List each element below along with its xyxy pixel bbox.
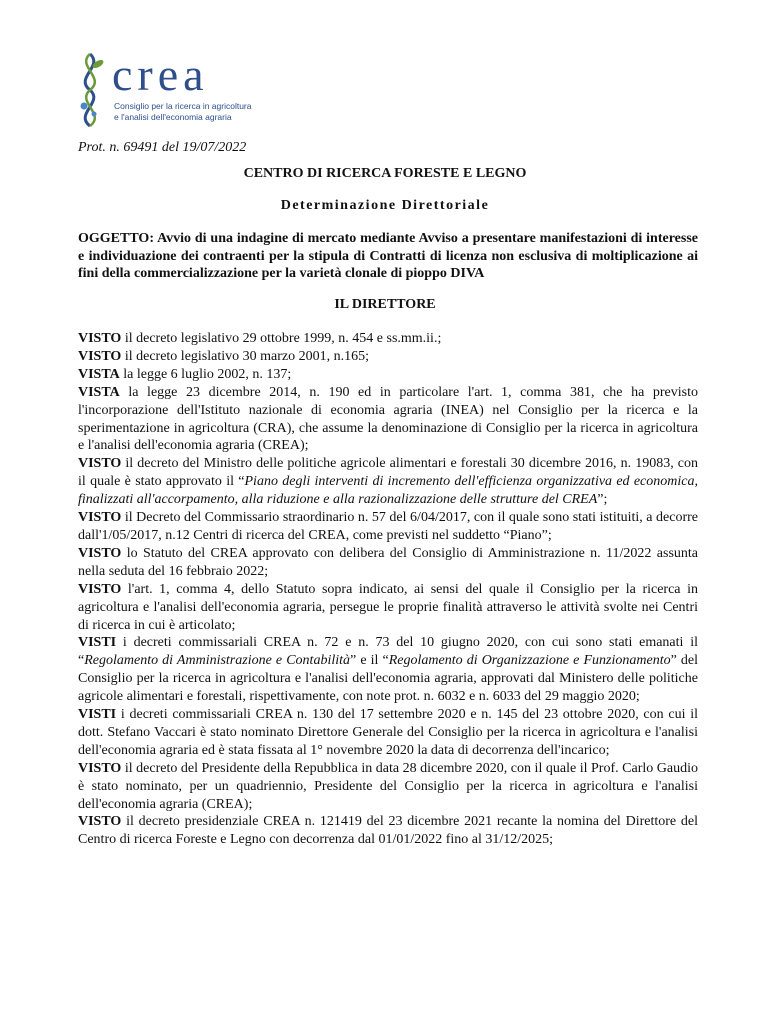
clause: VISTI i decreti commissariali CREA n. 130 del 17 settembre 2020 e n. 145 del 23 ottobre 2020, con cui il dott. Stefano Vaccari è stato nominato Direttore Generale del Consiglio per la ricerca in agricoltura e l'analisi dell'economia agraria ed è stata fissata al 1° novembre 2020 la data di decorrenza dell'incarico; <box>78 707 698 758</box>
clause: VISTA la legge 6 luglio 2002, n. 137; <box>78 366 292 382</box>
clause: VISTO l'art. 1, comma 4, dello Statuto sopra indicato, ai sensi del quale il Consiglio per la ricerca in agricoltura e l'analisi dell'economia agraria, persegue le proprie finalità attraverso le attività svolte nei Centri di ricerca in cui è articolato; <box>78 581 698 633</box>
center-name: CENTRO DI RICERCA FORESTE E LEGNO <box>243 166 527 181</box>
clause: VISTO il decreto del Presidente della Repubblica in data 28 dicembre 2020, con il quale il Prof. Carlo Gaudio è stato nominato, per un quadriennio, Presidente del Consiglio per la ricerca in agricoltura e l'analisi dell'economia agraria (CREA); <box>78 760 698 812</box>
clause: VISTA la legge 23 dicembre 2014, n. 190 ed in particolare l'art. 1, comma 381, che ha previsto l'incorporazione dell'Istituto nazionale di economia agraria (INEA) nel Consiglio per la ricerca e la sperimentazione in agricoltura (CRA), che assume la denominazione di Consiglio per la ricerca in agricoltura e l'analisi dell'economia agraria (CREA); <box>78 384 698 454</box>
clause: VISTO lo Statuto del CREA approvato con delibera del Consiglio di Amministrazione n. 11/2022 assunta nella seduta del 16 febbraio 2022; <box>78 545 698 579</box>
director-heading: IL DIRETTORE <box>334 297 436 312</box>
crea-logo <box>70 49 252 130</box>
clause: VISTO il decreto presidenziale CREA n. 121419 del 23 dicembre 2021 recante la nomina del Direttore del Centro di ricerca Foreste e Legno con decorrenza dal 01/01/2022 fino al 31/12/2025; <box>78 814 698 848</box>
clause: VISTI i decreti commissariali CREA n. 72 e n. 73 del 10 giugno 2020, con cui sono stati emanati il “Regolamento di Amministrazione e Contabilità” e il “Regolamento di Organizzazione e Funzionamento” del Consiglio per la ricerca in agricoltura e l'analisi dell'economia agraria, approvati dal Ministero delle politiche agricole alimentari e forestali, rispettivamente, con note prot. n. 6032 e n. 6033 del 29 maggio 2020; <box>78 635 698 705</box>
logo-wordmark: crea <box>112 49 209 100</box>
clause: VISTO il decreto legislativo 29 ottobre 1999, n. 454 e ss.mm.ii.; <box>78 331 442 346</box>
subject-paragraph: OGGETTO: Avvio di una indagine di mercato mediante Avviso a presentare manifestazioni di interesse e individuazione dei contraenti per la stipula di Contratti di licenza non esclusiva di moltiplicazione ai fini della commercializzazione per la varietà clonale di pioppo DIVA <box>78 231 698 281</box>
clause: VISTO il decreto del Ministro delle politiche agricole alimentari e forestali 30 dicembre 2016, n. 19083, con il quale è stato approvato il “Piano degli interventi di incremento dell'efficienza organizzativa ed economica, finalizzati all'accorpamento, alla riduzione e alla razionalizzazione delle strutture del CREA”; <box>78 456 698 508</box>
protocol-number: Prot. n. 69491 del 19/07/2022 <box>78 140 247 155</box>
logo-subtitle-line2: e l'analisi dell'economia agraria <box>114 112 232 122</box>
logo-subtitle-line1: Consiglio per la ricerca in agricoltura <box>114 101 252 111</box>
document-type: Determinazione Direttoriale <box>280 198 490 213</box>
whereas-clauses <box>78 330 698 849</box>
clause: VISTO il Decreto del Commissario straordinario n. 57 del 6/04/2017, con il quale sono stati istituiti, a decorre dall'1/05/2017, n.12 Centri di ricerca del CREA, come previsti nel suddetto “Piano”; <box>78 510 698 543</box>
crea-emblem-icon <box>70 50 110 130</box>
clause: VISTO il decreto legislativo 30 marzo 2001, n.165; <box>78 348 369 364</box>
